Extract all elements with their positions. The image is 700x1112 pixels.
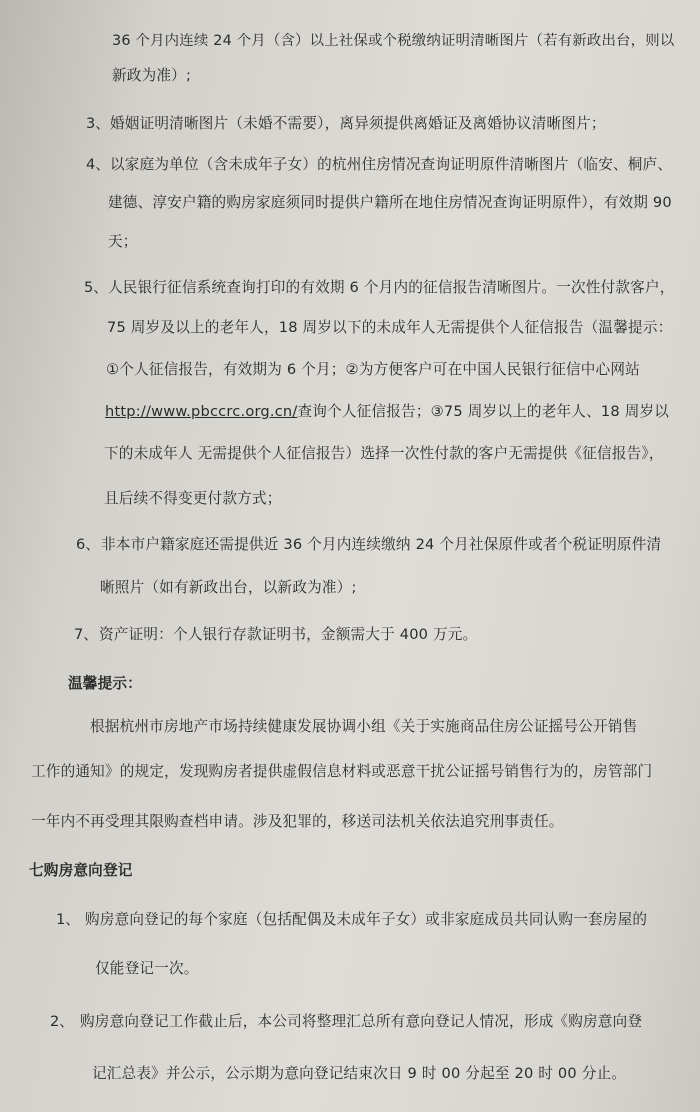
item5-line-6: 且后续不得变更付款方式； [104, 490, 282, 507]
item2-cont-line-1: 36 个月内连续 24 个月（含）以上社保或个税缴纳证明清晰图片（若有新政出台，则以 [112, 33, 675, 49]
item3-number: 3、 [86, 115, 110, 132]
item6-line-2: 晰照片（如有新政出台，以新政为准）; [100, 579, 357, 596]
item5-line-3: ①个人征信报告，有效期为 6 个月；②为方便客户可在中国人民银行征信中心网站 [106, 361, 640, 378]
item4-line-1: 以家庭为单位（含未成年子女）的杭州住房情况查询证明原件清晰图片（临安、桐庐、 [110, 156, 673, 173]
item4-number: 4、 [86, 156, 110, 173]
item2-cont-line-2: 新政为准）; [112, 67, 192, 84]
item6-number: 6、 [76, 536, 100, 553]
item4-line-3: 天； [108, 233, 138, 250]
item7-number: 7、 [74, 626, 98, 643]
item5-line-1: 人民银行征信系统查询打印的有效期 6 个月内的征信报告清晰图片。一次性付款客户， [108, 279, 675, 296]
section7-item1-line-2: 仅能登记一次。 [95, 960, 199, 977]
item5-number: 5、 [84, 279, 108, 296]
section7-item2-line-2: 记汇总表》并公示，公示期为意向登记结束次日 9 时 00 分起至 20 时 00 分止。 [92, 1065, 627, 1082]
warm-tip-heading: 温馨提示： [68, 675, 142, 692]
section7-item1-number: 1、 [56, 911, 80, 928]
item3-line-1: 婚姻证明清晰图片（未婚不需要），离异须提供离婚证及离婚协议清晰图片； [110, 115, 606, 132]
item6-line-1: 非本市户籍家庭还需提供近 36 个月内连续缴纳 24 个月社保原件或者个税证明原件清 [101, 536, 662, 553]
item7-line-1: 资产证明：个人银行存款证明书，金额需大于 400 万元。 [99, 626, 478, 643]
pbccrc-link[interactable]: http://www.pbccrc.org.cn/ [105, 403, 298, 420]
section7-item2-line-1: 购房意向登记工作截止后，本公司将整理汇总所有意向登记人情况，形成《购房意向登 [80, 1013, 643, 1030]
section7-item2-number: 2、 [50, 1013, 74, 1030]
warm-tip-line-3: 一年内不再受理其限购查档申请。涉及犯罪的，移送司法机关依法追究刑事责任。 [31, 813, 564, 830]
item5-line-5: 下的未成年人 无需提供个人征信报告）选择一次性付款的客户无需提供《征信报告》， [104, 445, 664, 462]
item5-line-4 [105, 402, 669, 422]
item4-line-2: 建德、淳安户籍的购房家庭须同时提供户籍所在地住房情况查询证明原件），有效期 90 [108, 194, 672, 211]
item5-line-2: 75 周岁及以上的老年人，18 周岁以下的未成年人无需提供个人征信报告（温馨提示： [107, 319, 673, 336]
item5-line-4-text: 查询个人征信报告；③75 周岁以上的老年人、18 周岁以 [297, 403, 670, 420]
section7-heading: 七购房意向登记 [29, 862, 133, 879]
section7-item1-line-1: 购房意向登记的每个家庭（包括配偶及未成年子女）或非家庭成员共同认购一套房屋的 [85, 911, 648, 928]
warm-tip-line-1: 根据杭州市房地产市场持续健康发展协调小组《关于实施商品住房公证摇号公开销售 [90, 718, 638, 735]
warm-tip-line-2: 工作的通知》的规定，发现购房者提供虚假信息材料或恶意干扰公证摇号销售行为的，房管部门 [31, 763, 653, 780]
